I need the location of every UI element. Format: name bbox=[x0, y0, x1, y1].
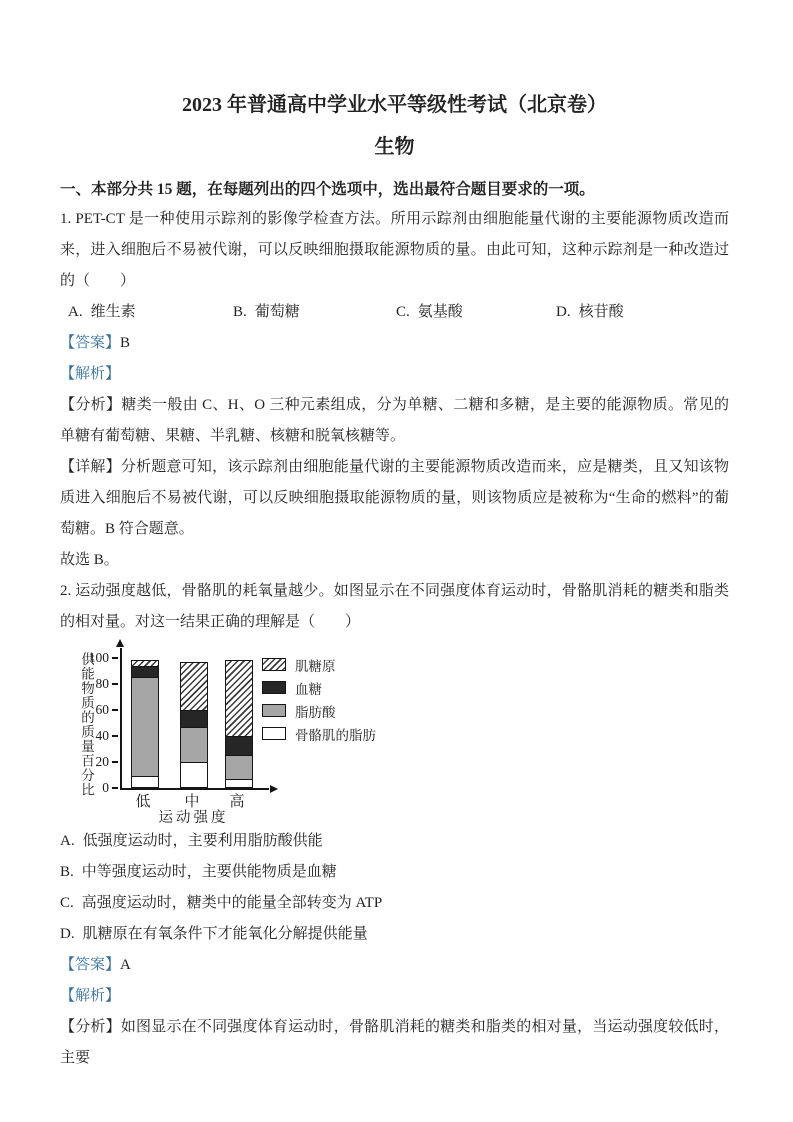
legend-label: 血糖 bbox=[295, 681, 322, 697]
q2-analysis: 【分析】如图显示在不同强度体育运动时，骨骼肌消耗的糖类和脂类的相对量，当运动强度较低时，主要 bbox=[60, 1019, 729, 1066]
bar-segment bbox=[180, 727, 208, 763]
q1-answer-line bbox=[60, 328, 729, 359]
x-axis-arrow-icon bbox=[270, 785, 278, 793]
q1-detail: 【详解】分析题意可知，该示踪剂由细胞能量代谢的主要能源物质改造而来，应是糖类，且又知该物质进入细胞后不易被代谢，可以反映细胞摄取能源物质的量，则该物质应是被称为“生命的燃料”的葡萄糖。B 符合题意。 bbox=[60, 459, 729, 537]
detail-label: 【详解】 bbox=[60, 459, 121, 475]
bar-高 bbox=[225, 660, 253, 788]
legend-swatch-icon bbox=[262, 658, 286, 671]
explain-label: 【解析】 bbox=[60, 988, 121, 1004]
q1-explain-line bbox=[60, 359, 729, 390]
y-tick-mark bbox=[112, 787, 118, 789]
q1-option-d: D. 核苷酸 bbox=[556, 304, 624, 320]
doc-title: 2023 年普通高中学业水平等级性考试（北京卷） bbox=[182, 94, 607, 116]
y-tick-label: 100 bbox=[88, 650, 109, 665]
q1-conclusion: 故选 B。 bbox=[60, 552, 119, 568]
y-tick-mark bbox=[112, 709, 118, 711]
exercise-intensity-chart bbox=[60, 640, 729, 824]
analysis-label: 【分析】 bbox=[60, 397, 122, 413]
bar-segment bbox=[225, 660, 253, 737]
q2-stem: 2. 运动强度越低，骨骼肌的耗氧量越少。如图显示在不同强度体育运动时，骨骼肌消耗的糖类和脂类的相对量。对这一结果正确的理解是（ ） bbox=[60, 583, 729, 630]
y-tick-label: 0 bbox=[102, 780, 109, 795]
legend-swatch-icon bbox=[262, 681, 286, 694]
y-tick-mark bbox=[112, 735, 118, 737]
q1-stem: 1. PET-CT 是一种使用示踪剂的影像学检查方法。所用示踪剂由细胞能量代谢的主要能源物质改造而来，进入细胞后不易被代谢，可以反映细胞摄取能源物质的量。由此可知，这种示踪剂是一种改造过的（ ） bbox=[60, 211, 729, 289]
chart-legend bbox=[262, 653, 376, 745]
analysis-label: 【分析】 bbox=[60, 1019, 121, 1035]
answer-label: 【答案】 bbox=[60, 335, 121, 351]
bar-中 bbox=[180, 662, 208, 788]
q1-option-b: B. 葡萄糖 bbox=[233, 304, 300, 320]
legend-label: 骨骼肌的脂肪 bbox=[295, 727, 376, 743]
legend-row bbox=[262, 676, 376, 699]
q1-analysis: 【分析】糖类一般由 C、H、O 三种元素组成，分为单糖、二糖和多糖，是主要的能源物质。常见的单糖有葡萄糖、果糖、半乳糖、核糖和脱氧核糖等。 bbox=[60, 397, 729, 444]
y-axis-arrow-icon bbox=[116, 639, 124, 647]
q1-option-c: C. 氨基酸 bbox=[396, 304, 463, 320]
legend-label: 肌糖原 bbox=[295, 658, 336, 674]
chart-y-axis-label: 供能物质的质量百分比 bbox=[79, 652, 94, 797]
q2-answer-line bbox=[60, 950, 729, 981]
chart-plot-area bbox=[120, 648, 269, 790]
y-tick-label: 60 bbox=[95, 702, 109, 717]
legend-label: 脂肪酸 bbox=[295, 704, 336, 720]
y-tick-label: 40 bbox=[95, 728, 109, 743]
q2-option-c: C. 高强度运动时，糖类中的能量全部转变为 ATP bbox=[60, 895, 383, 911]
legend-row bbox=[262, 722, 376, 745]
q2-explain-line bbox=[60, 981, 729, 1012]
legend-swatch-icon bbox=[262, 704, 286, 717]
bar-segment bbox=[225, 779, 253, 788]
bar-segment bbox=[225, 755, 253, 780]
y-tick-mark bbox=[112, 683, 118, 685]
bar-segment bbox=[180, 762, 208, 788]
legend-row bbox=[262, 653, 376, 676]
q2-option-d: D. 肌糖原在有氧条件下才能氧化分解提供能量 bbox=[60, 926, 368, 942]
section-heading: 一、本部分共 15 题，在每题列出的四个选项中，选出最符合题目要求的一项。 bbox=[60, 181, 595, 198]
q2-option-b: B. 中等强度运动时，主要供能物质是血糖 bbox=[60, 864, 337, 880]
bar-segment bbox=[180, 662, 208, 711]
x-tick-label: 高 bbox=[229, 794, 245, 810]
y-tick-label: 80 bbox=[95, 676, 109, 691]
bar-segment bbox=[180, 710, 208, 728]
q1-options bbox=[60, 297, 729, 328]
answer-label: 【答案】 bbox=[60, 957, 121, 973]
x-tick-label: 中 bbox=[184, 794, 200, 810]
chart-y-axis bbox=[60, 648, 118, 795]
y-tick-mark bbox=[112, 657, 118, 659]
chart-x-axis-label: 运动强度 bbox=[158, 810, 229, 826]
doc-subject: 生物 bbox=[374, 136, 415, 158]
y-tick-mark bbox=[112, 761, 118, 763]
explain-label: 【解析】 bbox=[60, 366, 121, 382]
x-tick-label: 低 bbox=[135, 794, 151, 810]
q2-answer-value: A bbox=[120, 957, 131, 973]
q2-option-a: A. 低强度运动时，主要利用脂肪酸供能 bbox=[60, 833, 323, 849]
q1-answer-value: B bbox=[120, 335, 131, 351]
y-tick-label: 20 bbox=[95, 754, 109, 769]
q1-option-a: A. 维生素 bbox=[68, 304, 136, 320]
bar-segment bbox=[225, 736, 253, 756]
bar-低 bbox=[131, 660, 159, 788]
legend-swatch-icon bbox=[262, 727, 286, 740]
bar-segment bbox=[131, 776, 159, 788]
legend-row bbox=[262, 699, 376, 722]
bar-segment bbox=[131, 677, 159, 777]
